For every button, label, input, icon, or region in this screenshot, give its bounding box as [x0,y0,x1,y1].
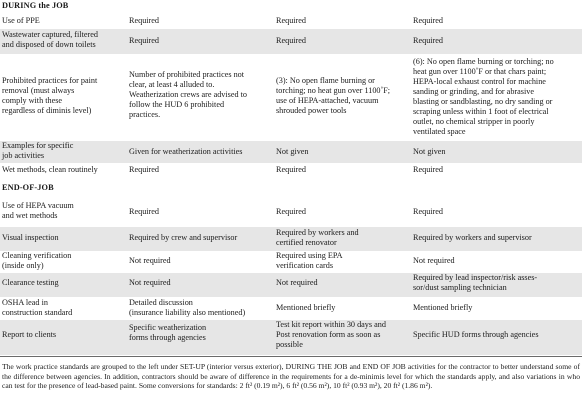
hud-cell: Required [413,207,444,216]
epa-rrp-cell: Required [276,36,307,45]
table-row [0,141,582,163]
row-label: Examples for specific job activities [2,141,74,160]
weatherization-cell: Not required [129,278,171,287]
epa-rrp-cell: (3): No open flame burning or torching; no heat gun over 1100˚F; use of HEPA-attached, vacuum shrouded power tools [276,76,391,115]
hud-cell: Mentioned briefly [413,303,473,312]
epa-rrp-cell: Not required [276,278,318,287]
weatherization-cell: Specific weatherization forms through agencies [129,323,207,342]
row-label: Report to clients [2,330,57,339]
row-label: Visual inspection [2,233,59,242]
table-row [0,227,582,251]
table-row [0,320,582,355]
table-row [0,165,582,179]
table-row [0,197,582,227]
table-row [0,55,582,141]
hud-cell: Required by workers and supervisor [413,233,532,242]
hud-cell: Required by lead inspector/risk asses- sor/dust sampling technician [413,273,538,292]
epa-rrp-cell: Required using EPA verification cards [276,251,343,270]
row-label: Prohibited practices for paint removal (must always comply with these regardless of diminis level) [2,76,98,115]
weatherization-cell: Required by crew and supervisor [129,233,238,242]
table-row [0,273,582,297]
table-footnote: The work practice standards are grouped to the left under SET-UP (interior versus exterior), DURING THE JOB and END OF JOB activities for the contractor to better understand some of the difference between agencies. In addition, contractors should be aware of difference in the requirements for a de-minimis level for which the standards apply, and also variations in who can test for the presence of lead-based paint. Some conversions for standards: 2 ft² (0.19 m²), 6 ft² (0.56 m²), 10 ft² (0.93 m²), 20 ft² (1.86 m²). [2,362,580,390]
weatherization-cell: Required [129,207,160,216]
table-row [0,251,582,273]
weatherization-cell: Required [129,165,160,174]
weatherization-cell: Given for weatherization activities [129,147,243,156]
hud-cell: (6): No open flame burning or torching; no heat gun over 1100˚F or that chars paint; HEPA-local exhaust control for machine sanding or grinding, and for abrasive blasting or sandblasting, no dry sanding or scraping unless within 1 foot of electrical outlet, no chemical stripper in poorly ventilated space [413,57,554,136]
row-label: Clearance testing [2,278,59,287]
epa-rrp-cell: Required [276,207,307,216]
table-row [0,298,582,320]
weatherization-cell: Required [129,16,160,25]
weatherization-cell: Detailed discussion (insurance liability also mentioned) [129,298,246,317]
table-row [0,16,582,30]
epa-rrp-cell: Not given [276,147,309,156]
table-row [0,29,582,54]
epa-rrp-cell: Required [276,16,307,25]
hud-cell: Required [413,165,444,174]
hud-cell: Required [413,36,444,45]
row-label: Use of PPE [2,16,40,25]
weatherization-cell: Required [129,36,160,45]
weatherization-cell: Not required [129,256,171,265]
epa-rrp-cell: Required [276,165,307,174]
row-label: Wet methods, clean routinely [2,165,98,174]
section-heading-during-job: DURING the JOB [2,1,69,10]
hud-cell: Not required [413,256,455,265]
epa-rrp-cell: Mentioned briefly [276,303,336,312]
hud-cell: Specific HUD forms through agencies [413,330,539,339]
epa-rrp-cell: Test kit report within 30 days and Post renovation form as soon as possible [276,320,386,349]
epa-rrp-cell: Required by workers and certified renovator [276,228,359,247]
row-label: Wastewater captured, filtered and disposed of down toilets [2,30,98,49]
row-label: OSHA lead in construction standard [2,298,73,317]
row-label: Use of HEPA vacuum and wet methods [2,201,74,220]
hud-cell: Required [413,16,444,25]
hud-cell: Not given [413,147,446,156]
row-label: Cleaning verification (inside only) [2,251,72,270]
weatherization-cell: Number of prohibited practices not clear, at least 4 alluded to. Weatherization crews are advised to follow the HUD 6 prohibited practices. [129,70,248,119]
section-heading-end-of-job: END-OF-JOB [2,183,54,192]
table-bottom-rule [0,356,582,357]
